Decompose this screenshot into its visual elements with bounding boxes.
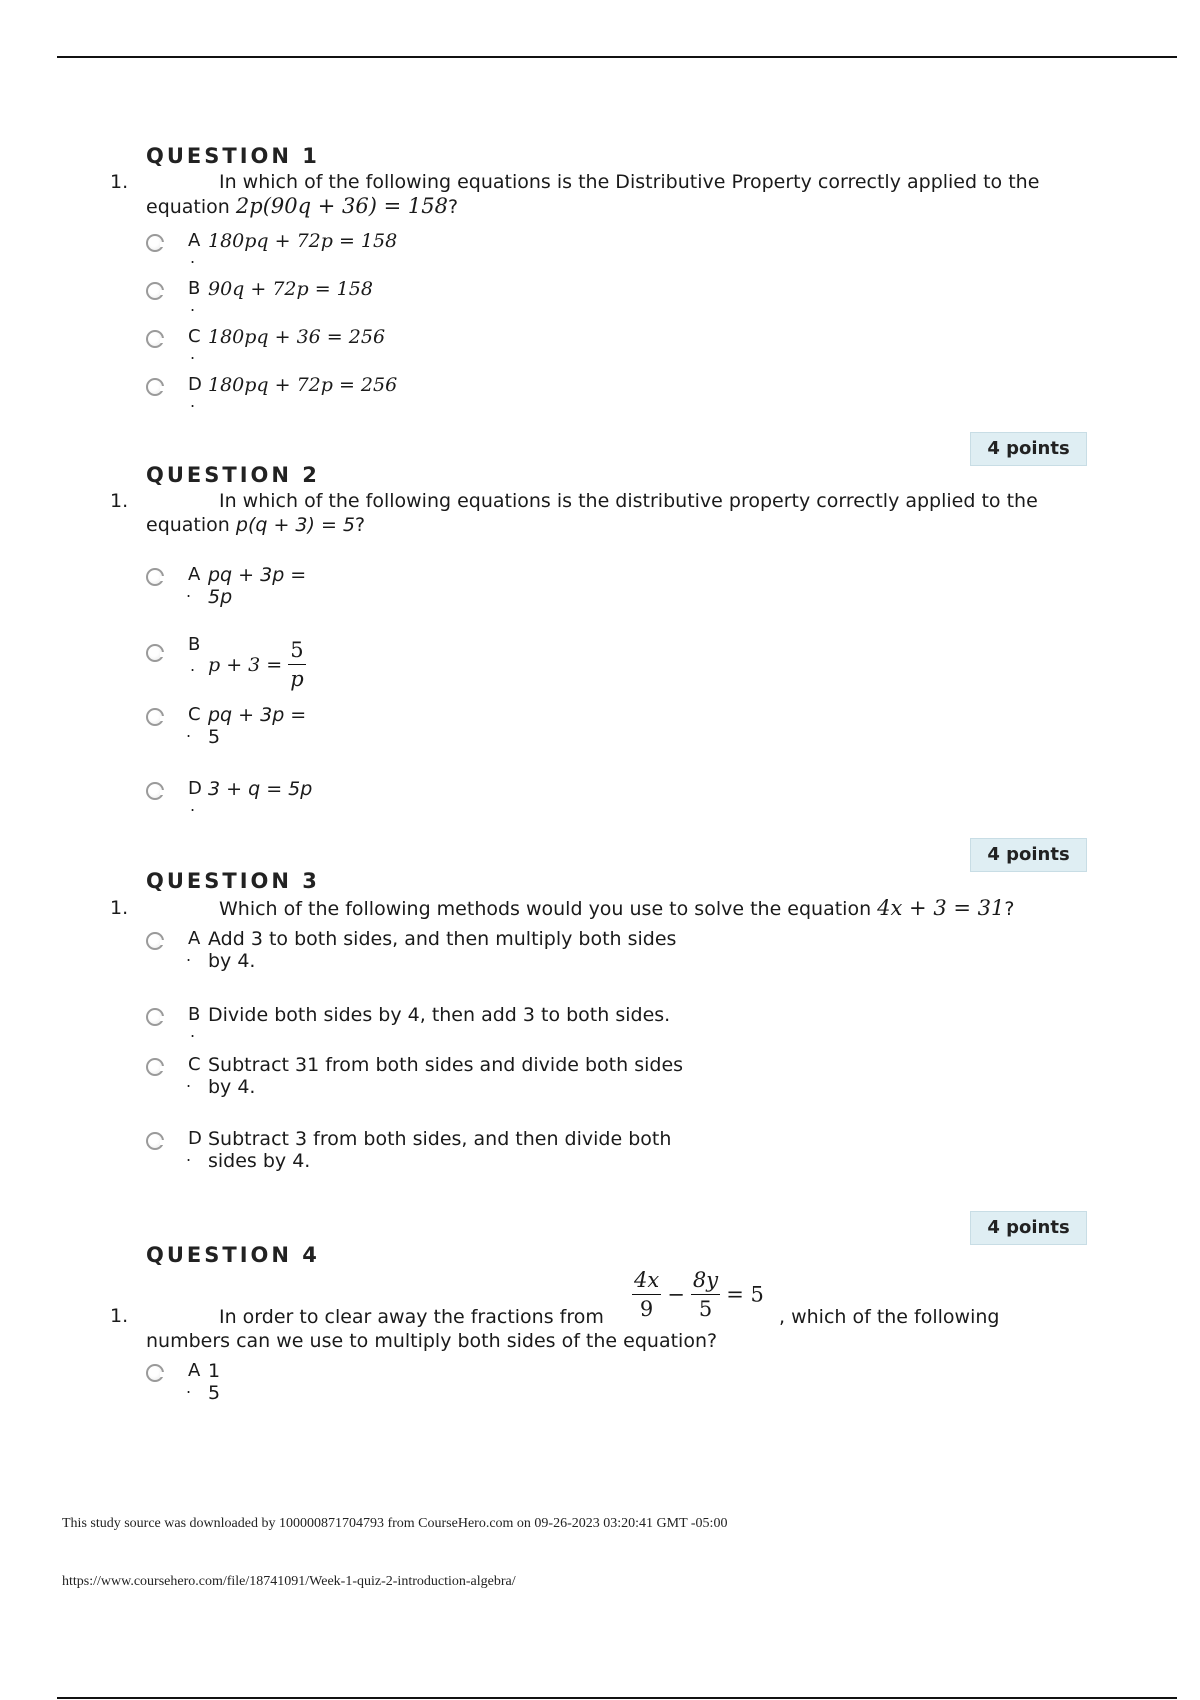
option-text-line1: Subtract 3 from both sides, and then divide both: [208, 1128, 672, 1150]
prompt-equation: [632, 1266, 764, 1323]
bottom-rule: [57, 1697, 1177, 1699]
question-prompt-line2: numbers can we use to multiply both sides of the equation?: [146, 1330, 718, 1352]
prompt-suffix: ?: [447, 196, 459, 218]
question-title: QUESTION 3: [146, 869, 320, 893]
source-line: This study source was downloaded by 100000871704793 from CourseHero.com on 09-26-2023 03:20:41 GMT -05:00: [62, 1516, 728, 1531]
option-text-line2: by 4.: [208, 1076, 256, 1098]
option-text-line2: sides by 4.: [208, 1150, 311, 1172]
option-text-line1: Add 3 to both sides, and then multiply both sides: [208, 928, 677, 950]
option-letter: B: [188, 1004, 201, 1025]
prompt-equation: p(q + 3) = 5: [235, 514, 356, 536]
radio-button[interactable]: [146, 330, 164, 348]
option-dot: .: [190, 296, 196, 315]
radio-button[interactable]: [146, 282, 164, 300]
fraction-numerator: 8y: [691, 1266, 720, 1295]
option-text-line2: 5: [208, 726, 221, 748]
option-dot: .: [186, 722, 192, 741]
option-text: 3 + q = 5p: [208, 778, 313, 800]
fraction-numerator: 4x: [632, 1266, 661, 1295]
radio-button[interactable]: [146, 1008, 164, 1026]
question-number: 1.: [110, 1305, 129, 1327]
option-letter: A: [188, 1360, 201, 1381]
question-number: 1.: [110, 490, 129, 512]
option-letter: A: [188, 928, 201, 949]
radio-button[interactable]: [146, 708, 164, 726]
minus-sign: −: [667, 1282, 685, 1307]
option-text: 180pq + 72p = 256: [208, 374, 398, 396]
option-text: 180pq + 72p = 158: [208, 230, 398, 252]
prompt-suffix: ?: [355, 514, 366, 536]
option-dot: .: [186, 582, 192, 601]
prompt-text: In order to clear away the fractions from: [219, 1306, 604, 1328]
prompt-equation: 4x + 3 = 31: [877, 896, 1005, 920]
option-text-line2: 5: [208, 1382, 221, 1404]
prompt-equation: 2p(90q + 36) = 158: [235, 194, 448, 218]
prompt-suffix: , which of the following: [779, 1306, 1000, 1328]
points-badge: 4 points: [970, 432, 1087, 466]
option-text-line1: pq + 3p =: [208, 704, 307, 726]
prompt-text: Which of the following methods would you use to solve the equation: [219, 898, 872, 920]
option-equation: [208, 636, 306, 693]
radio-button[interactable]: [146, 1364, 164, 1382]
option-text: 180pq + 36 = 256: [208, 326, 386, 348]
top-rule: [57, 56, 1177, 58]
option-text-line2: by 4.: [208, 950, 256, 972]
option-dot: .: [186, 946, 192, 965]
question-title: QUESTION 4: [146, 1243, 320, 1267]
option-dot: .: [190, 1022, 196, 1041]
prompt-suffix: ?: [1004, 898, 1015, 920]
radio-button[interactable]: [146, 644, 164, 662]
option-letter: B: [188, 634, 201, 655]
option-letter: A: [188, 564, 201, 585]
option-text-line1: Subtract 31 from both sides and divide both sides: [208, 1054, 684, 1076]
option-letter: D: [188, 778, 202, 799]
option-text-line1: pq + 3p =: [208, 564, 307, 586]
fraction-denominator: 9: [639, 1297, 654, 1321]
option-text-line1: 1: [208, 1360, 221, 1382]
radio-button[interactable]: [146, 932, 164, 950]
option-dot: .: [190, 344, 196, 363]
option-dot: .: [190, 392, 196, 411]
option-letter: C: [188, 326, 201, 347]
option-dot: .: [186, 1072, 192, 1091]
points-badge: 4 points: [970, 838, 1087, 872]
radio-button[interactable]: [146, 234, 164, 252]
option-letter: C: [188, 1054, 201, 1075]
question-title: QUESTION 2: [146, 463, 320, 487]
option-dot: .: [186, 1378, 192, 1397]
question-prompt: [146, 1266, 1096, 1326]
fraction-1: [632, 1266, 661, 1323]
option-letter: C: [188, 704, 201, 725]
fraction-numerator: 5: [288, 636, 305, 665]
option-letter: B: [188, 278, 201, 299]
equation-lhs: p + 3 =: [208, 653, 283, 676]
question-number: 1.: [110, 171, 129, 193]
question-number: 1.: [110, 897, 129, 919]
url-line[interactable]: https://www.coursehero.com/file/18741091/Week-1-quiz-2-introduction-algebra/: [62, 1574, 516, 1589]
option-text-line2: 5p: [208, 586, 233, 608]
option-letter: D: [188, 374, 202, 395]
radio-button[interactable]: [146, 782, 164, 800]
radio-button[interactable]: [146, 1058, 164, 1076]
fraction-denominator: p: [290, 667, 304, 691]
radio-button[interactable]: [146, 568, 164, 586]
option-letter: D: [188, 1128, 202, 1149]
option-dot: .: [190, 656, 196, 675]
option-letter: A: [188, 230, 201, 251]
option-dot: .: [186, 1146, 192, 1165]
option-dot: .: [190, 796, 196, 815]
radio-button[interactable]: [146, 1132, 164, 1150]
equation-rhs: = 5: [726, 1282, 764, 1307]
fraction: [288, 636, 305, 693]
fraction-denominator: 5: [698, 1297, 713, 1321]
option-text: 90q + 72p = 158: [208, 278, 373, 300]
question-prompt: [146, 489, 1096, 537]
option-dot: .: [190, 248, 196, 267]
question-prompt: [146, 896, 1096, 921]
points-badge: 4 points: [970, 1211, 1087, 1245]
option-text: Divide both sides by 4, then add 3 to both sides.: [208, 1004, 671, 1026]
prompt-text: In which of the following equations is the distributive property correctly applied to the equation: [146, 490, 1038, 536]
question-title: QUESTION 1: [146, 144, 320, 168]
prompt-text: In which of the following equations is the Distributive Property correctly applied to the equation: [146, 171, 1040, 218]
radio-button[interactable]: [146, 378, 164, 396]
question-prompt: [146, 170, 1096, 219]
fraction-2: [691, 1266, 720, 1323]
